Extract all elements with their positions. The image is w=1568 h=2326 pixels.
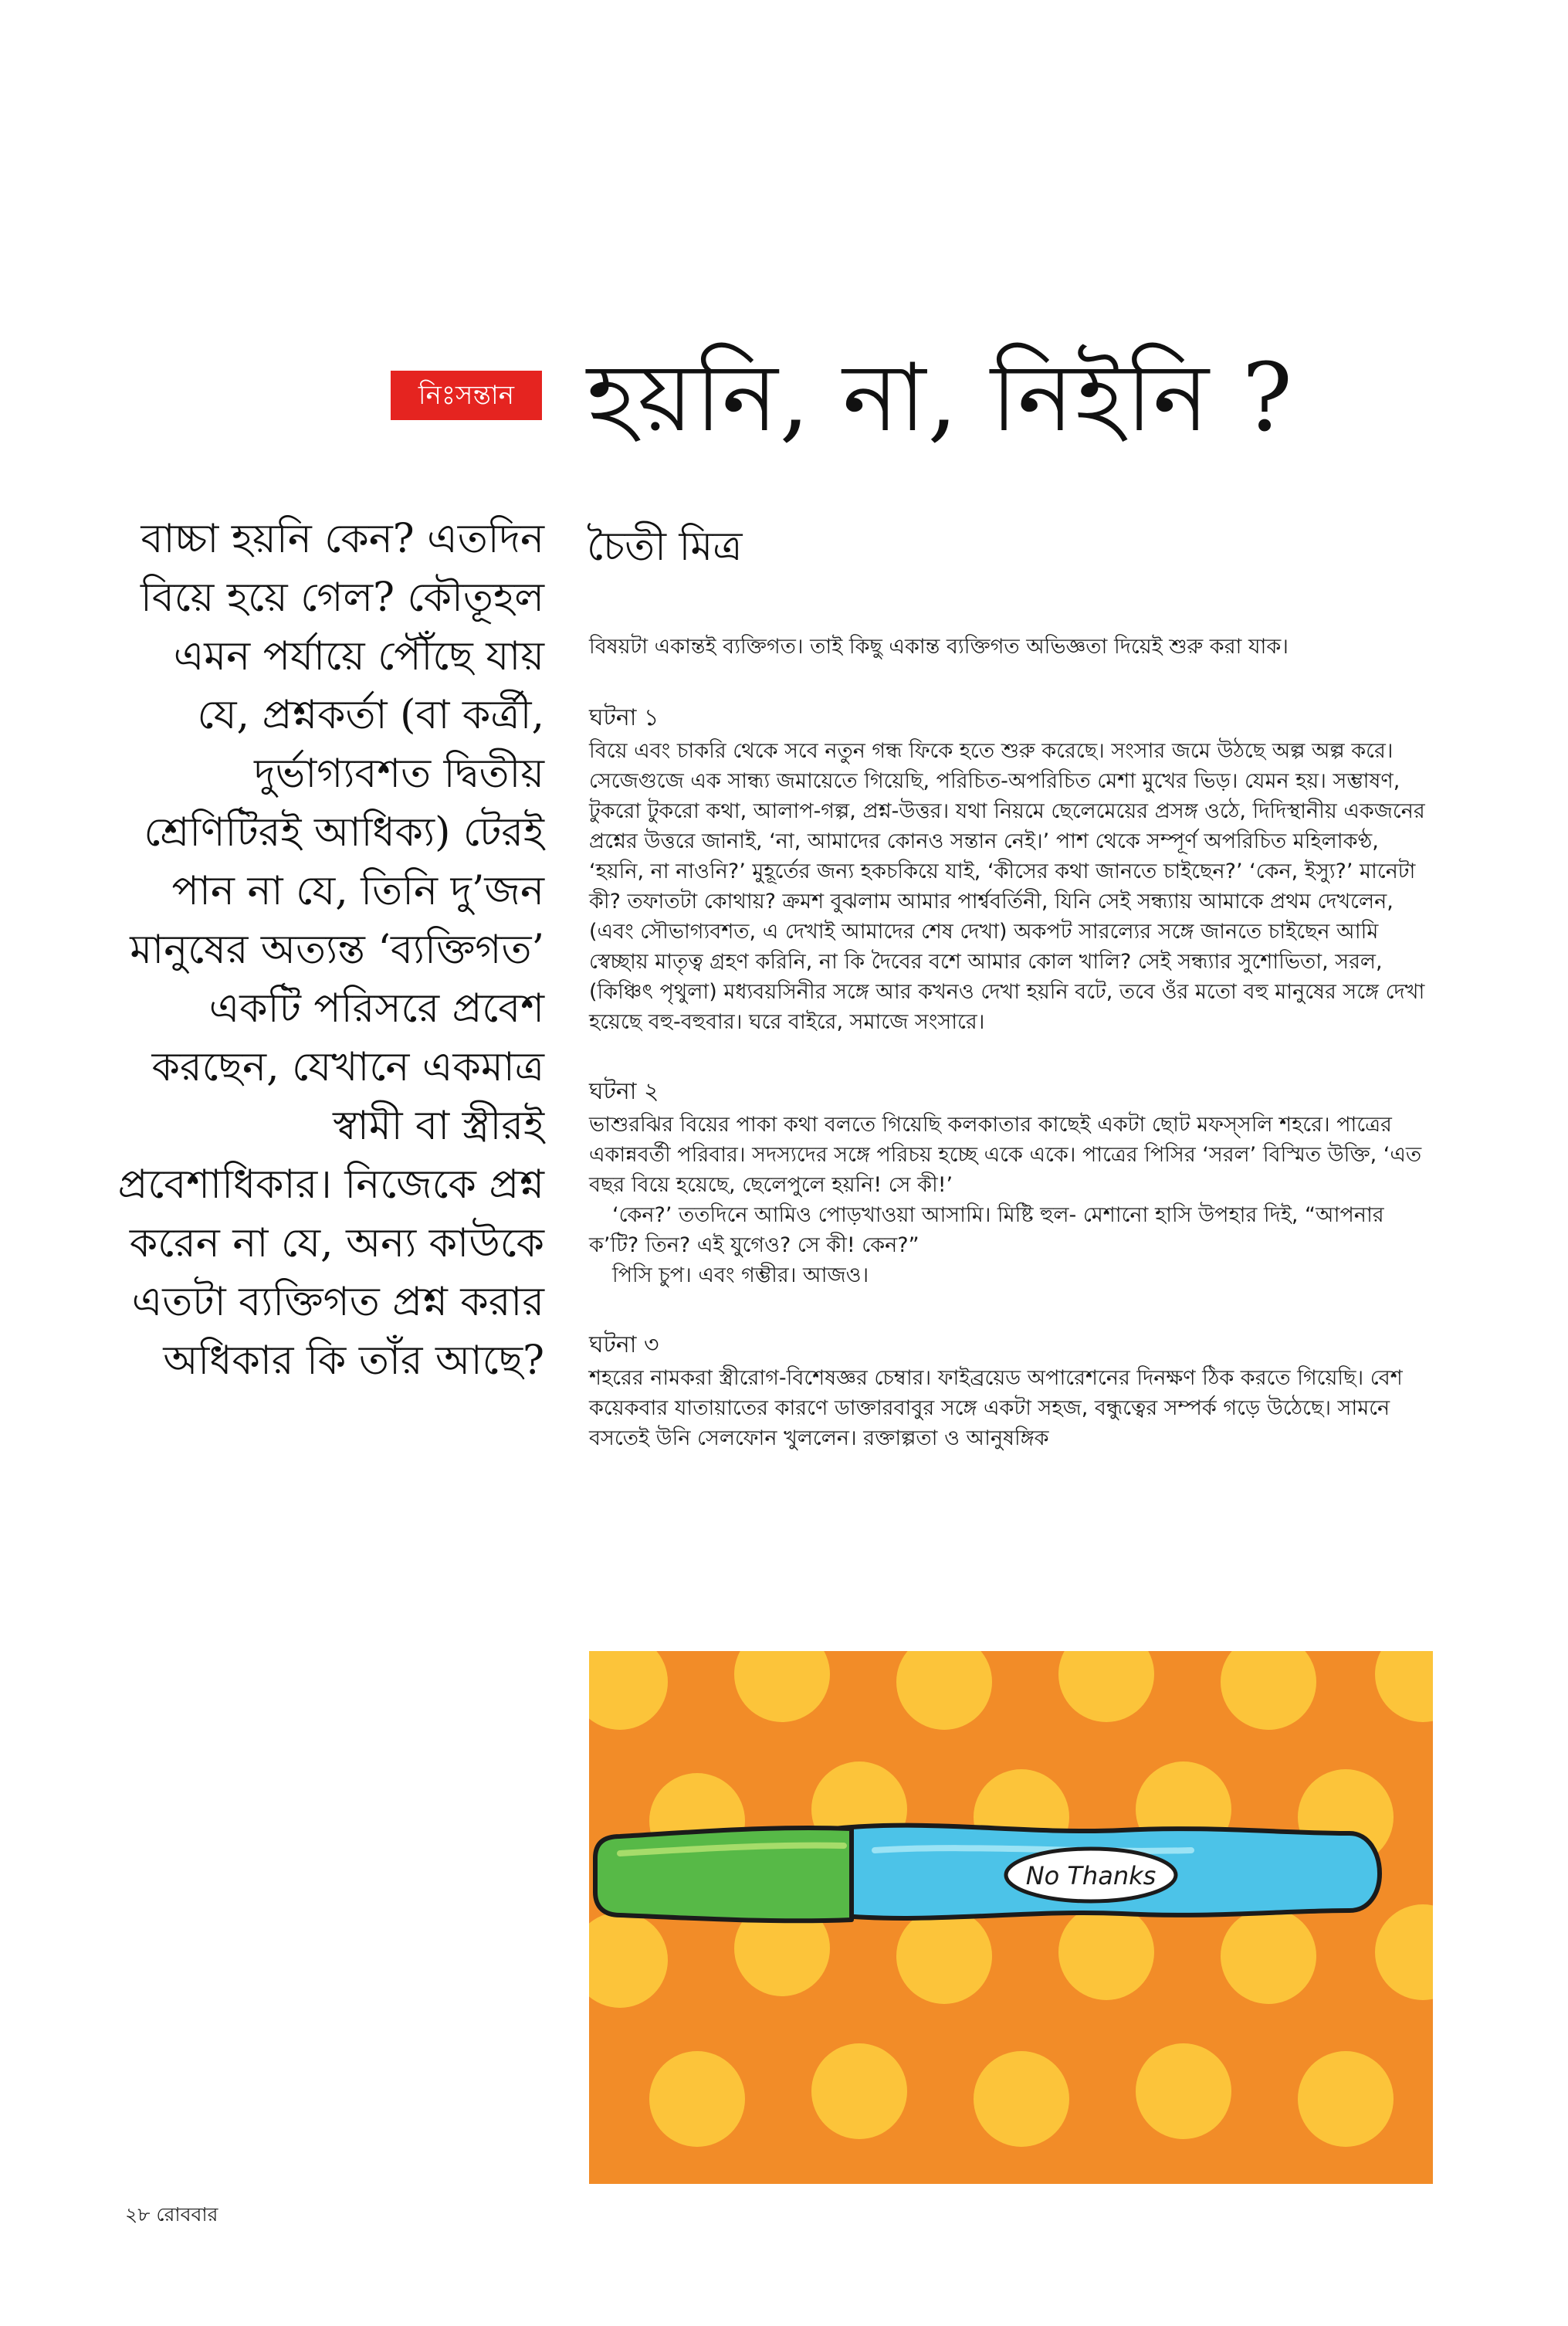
section-tag: নিঃসন্তান — [391, 371, 542, 420]
result-window-label: No Thanks — [1025, 1861, 1157, 1890]
event-1-body: বিয়ে এবং চাকরি থেকে সবে নতুন গন্ধ ফিকে হতে শুরু করেছে। সংসার জমে উঠছে অল্প অল্প করে। সেজেগুজে এক সান্ধ্য জমায়েতে গিয়েছি, পরিচিত-অপরিচিত মেশা মুখের ভিড়। যেমন হয়। সম্ভাষণ, টুকরো টুকরো কথা, আলাপ-গল্প, প্রশ্ন-উত্তর। যথা নিয়মে ছেলেমেয়ের প্রসঙ্গ ওঠে, দিদিস্থানীয় একজনের প্রশ্নের উত্তরে জানাই, ‘না, আমাদের কোনও সন্তান নেই।’ পাশ থেকে সম্পূর্ণ অপরিচিত মহিলাকণ্ঠ, ‘হয়নি, না নাওনি?’ মুহূর্তের জন্য হকচকিয়ে যাই, ‘কীসের কথা জানতে চাইছেন?’ ‘কেন, ইস্যু?’ মানেটা কী? তফাতটা কোথায়? ক্রমশ বুঝলাম আমার পার্শ্ববর্তিনী, যিনি সেই সন্ধ্যায় আমাকে প্রথম দেখলেন, (এবং সৌভাগ্যবশত, এ দেখাই আমাদের শেষ দেখা) অকপট সারল্যের সঙ্গে জানতে চাইছেন আমি স্বেচ্ছায় মাতৃত্ব গ্রহণ করিনি, না কি দৈবের বশে আমার কোল খালি? সেই সন্ধ্যার সুশোভিতা, সরল, (কিঞ্চিৎ পৃথুলা) মধ্যবয়সিনীর সঙ্গে আর কখনও দেখা হয়নি বটে, তবে ওঁর মতো বহু মানুষের সঙ্গে দেখা হয়েছে বহু-বহুবার। ঘরে বাইরে, সমাজে সংসারে। — [589, 739, 1425, 1034]
article-intro: বিষয়টা একান্তই ব্যক্তিগত। তাই কিছু একান্ত ব্যক্তিগত অভিজ্ঞতা দিয়েই শুরু করা যাক। — [589, 635, 1289, 659]
author-byline: চৈতী মিত্র — [587, 524, 743, 570]
pullquote-text: বাচ্চা হয়নি কেন? এতদিন বিয়ে হয়ে গেল? কৌতূহল এমন পর্যায়ে পৌঁছে যায় যে, প্রশ্নকর্তা (বা কর্ত্রী, দুর্ভাগ্যবশত দ্বিতীয় শ্রেণিটিরই আধিক্য) টেরই পান না যে, তিনি দু’জন মানুষের অত্যন্ত ‘ব্যক্তিগত’ একটি পরিসরে প্রবেশ করছেন, যেখানে একমাত্র স্বামী বা স্ত্রীরই প্রবেশাধিকার। নিজেকে প্রশ্ন করেন না যে, অন্য কাউকে এতটা ব্যক্তিগত প্রশ্ন করার অধিকার কি তাঁর আছে? — [117, 516, 544, 1384]
event-3-body: শহরের নামকরা স্ত্রীরোগ-বিশেষজ্ঞর চেম্বার। ফাইব্রয়েড অপারেশনের দিনক্ষণ ঠিক করতে গিয়েছি। বেশ কয়েকবার যাতায়াতের কারণে ডাক্তারবাবুর সঙ্গে একটা সহজ, বন্ধুত্বের সম্পর্ক গড়ে উঠেছে। সামনে বসতেই উনি সেলফোন খুললেন। রক্তাল্পতা ও আনুষঙ্গিক — [589, 1366, 1403, 1450]
event-2-body: ভাশুরঝির বিয়ের পাকা কথা বলতে গিয়েছি কলকাতার কাছেই একটা ছোট মফস্‌সলি শহরে। পাত্রের একান্নবর্তী পরিবার। সদস্যদের সঙ্গে পরিচয় হচ্ছে একে একে। পাত্রের পিসির ‘সরল’ বিস্মিত উক্তি, ‘এত বছর বিয়ে হয়েছে, ছেলেপুলে হয়নি! সে কী!’ — [589, 1113, 1422, 1197]
pullquote — [116, 510, 544, 1390]
event-2-title: ঘটনা ২ — [589, 1078, 659, 1105]
article-body — [589, 632, 1438, 1453]
pregnancy-test-stick — [595, 1826, 1380, 1921]
headline: হয়নি, না, নিইনি ? — [587, 343, 1295, 453]
event-2-body-2: ‘কেন?’ ততদিনে আমিও পোড়খাওয়া আসামি। মিষ্টি হুল- মেশানো হাসি উপহার দিই, “আপনার ক’টি? তিন? এই যুগেও? সে কী! কেন?” — [589, 1203, 1384, 1257]
event-2-body-3: পিসি চুপ। এবং গম্ভীর। আজও। — [612, 1263, 869, 1287]
test-stick-cap — [595, 1828, 852, 1921]
event-3-title: ঘটনা ৩ — [589, 1331, 659, 1358]
event-1-title: ঘটনা ১ — [589, 704, 659, 731]
test-stick-body-highlight — [875, 1848, 1191, 1851]
page-folio: ২৮ রোববার — [125, 2203, 218, 2226]
pregnancy-test-illustration — [589, 1651, 1433, 2184]
